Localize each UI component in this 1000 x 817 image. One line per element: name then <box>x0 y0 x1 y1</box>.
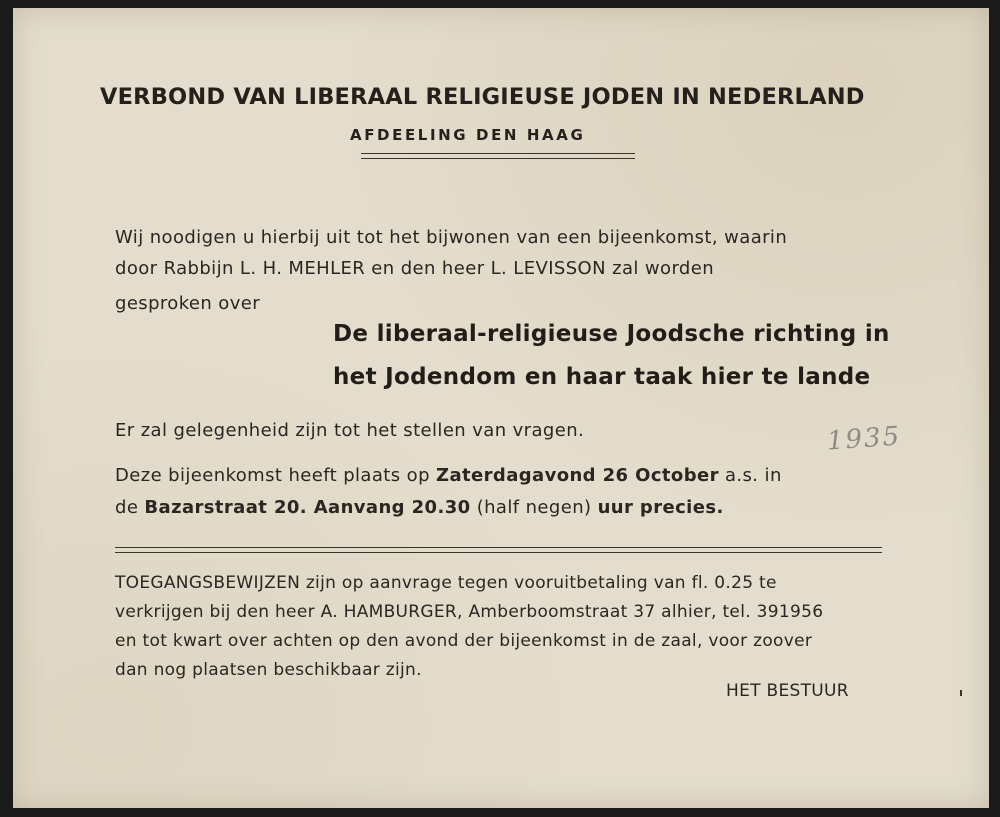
page-title: VERBOND VAN LIBERAAL RELIGIEUSE JODEN IN NEDERLAND <box>100 84 865 110</box>
page-subtitle: AFDEELING DEN HAAG <box>350 126 586 144</box>
tickets-line-1: TOEGANGSBEWIJZEN zijn op aanvrage tegen vooruitbetaling van fl. 0.25 te <box>115 573 777 593</box>
section-rule-bottom <box>115 552 882 553</box>
details-text: a.s. in <box>718 465 782 486</box>
details-line-2 <box>115 497 724 518</box>
topic-line-1: De liberaal-religieuse Joodsche richting in <box>333 321 890 347</box>
details-text: Deze bijeenkomst heeft plaats op <box>115 465 437 486</box>
tickets-line-2: verkrijgen bij den heer A. HAMBURGER, Amberboomstraat 37 alhier, tel. 391956 <box>115 602 824 622</box>
title-rule-top <box>361 153 635 154</box>
handwritten-year: 1935 <box>826 421 903 457</box>
intro-line-2: door Rabbijn L. H. MEHLER en den heer L. LEVISSON zal worden <box>115 258 715 279</box>
signature: HET BESTUUR <box>726 681 849 701</box>
event-date: Zaterdagavond 26 October <box>436 465 719 486</box>
details-line-1 <box>115 465 782 486</box>
tickets-line-4: dan nog plaatsen beschikbaar zijn. <box>115 660 422 680</box>
tickets-line-3: en tot kwart over achten op den avond der bijeenkomst in de zaal, voor zoover <box>115 631 813 651</box>
paper-mark <box>960 690 962 696</box>
details-text: (half negen) <box>470 497 598 518</box>
intro-line-3: gesproken over <box>115 293 261 314</box>
section-rule-top <box>115 547 882 548</box>
intro-line-1: Wij noodigen u hierbij uit tot het bijwonen van een bijeenkomst, waarin <box>115 227 788 248</box>
questions-line: Er zal gelegenheid zijn tot het stellen van vragen. <box>115 420 585 441</box>
event-precise: uur precies. <box>597 497 724 518</box>
details-text: de <box>115 497 145 518</box>
title-rule-bottom <box>361 158 635 159</box>
topic-line-2: het Jodendom en haar taak hier te lande <box>333 364 871 390</box>
event-location-time: Bazarstraat 20. Aanvang 20.30 <box>144 497 471 518</box>
